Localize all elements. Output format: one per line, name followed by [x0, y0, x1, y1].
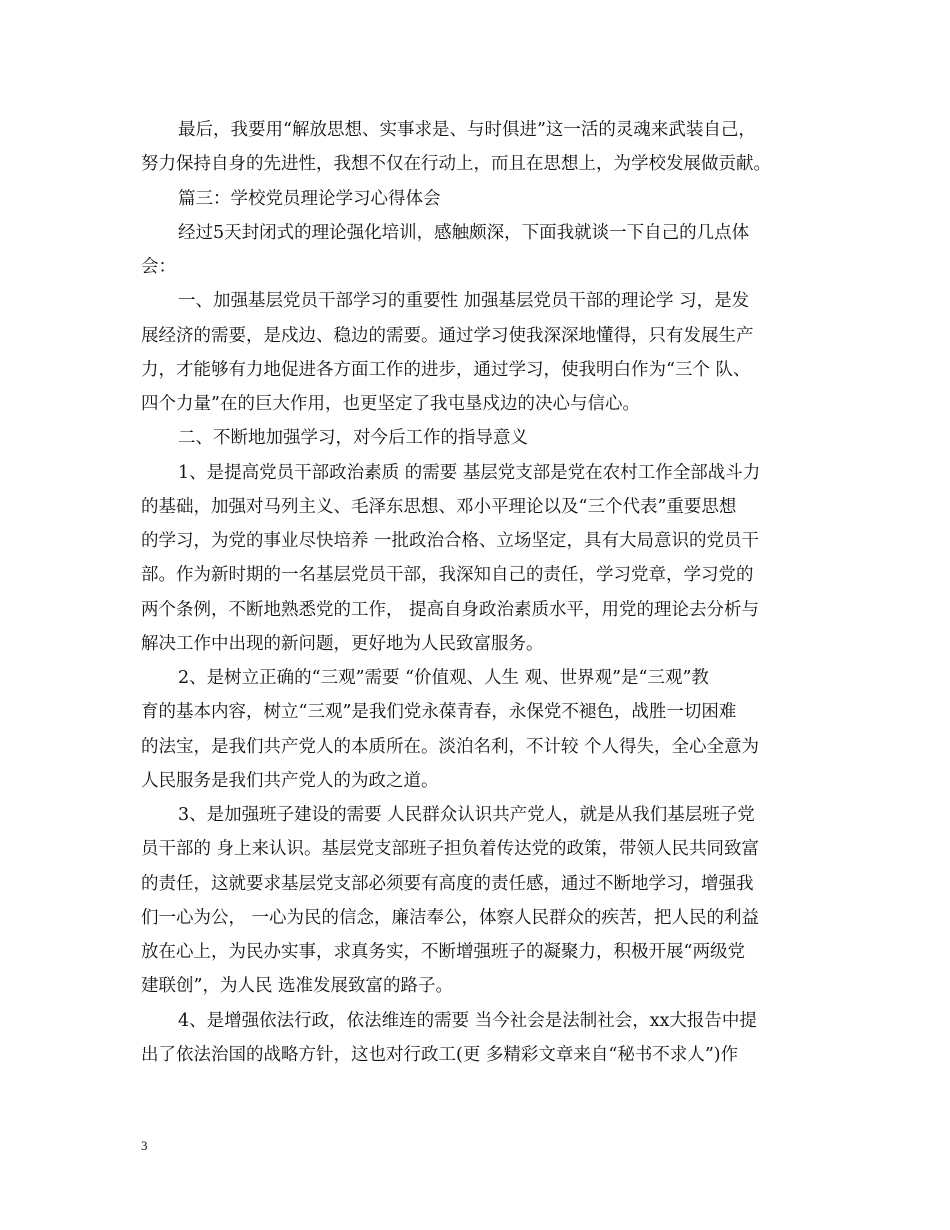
paragraph-line: 最后，我要用“解放思想、实事求是、与时俱进”这一活的灵魂来武装自己， — [178, 120, 756, 140]
paragraph-line: 2、是树立正确的“三观”需要 “价值观、人生 观、世界观”是“三观”教 — [178, 668, 709, 688]
section-heading: 篇三：学校党员理论学习心得体会 — [178, 188, 441, 209]
paragraph-line: 的基础，加强对马列主义、毛泽东思想、邓小平理论以及“三个代表”重要思想 — [141, 496, 737, 517]
paragraph-line: 1、是提高党员干部政治素质 的需要 基层党支部是党在农村工作全部战斗力 — [178, 462, 761, 483]
paragraph-line: 两个条例，不断地熟悉党的工作， 提高自身政治素质水平，用党的理论去分析与 — [141, 599, 760, 620]
paragraph-line: 的学习，为党的事业尽快培养 一批政治合格、立场坚定，具有大局意识的党员干 — [141, 531, 760, 551]
paragraph-line: 人民服务是我们共产党人的为政之道。 — [141, 770, 439, 791]
paragraph-line: 放在心上，为民办实事，求真务实，不断增强班子的凝聚力，积极开展“两级党 — [141, 942, 745, 962]
paragraph-line: 出了依法治国的战略方针，这也对行政工(更 多精彩文章来自“秘书不求人”)作 — [141, 1044, 739, 1065]
paragraph-line: 四个力量”在的巨大作用，也更坚定了我屯垦戍边的决心与信心。 — [141, 394, 640, 414]
paragraph-line: 员干部的 身上来认识。基层党支部班子担负着传达党的政策，带领人民共同致富 — [141, 839, 760, 860]
paragraph-line: 解决工作中出现的新问题，更好地为人民致富服务。 — [141, 633, 544, 654]
document-body — [141, 113, 812, 1072]
paragraph-line: 经过5天封闭式的理论强化培训，感触颇深，下面我就谈一下自己的几点体 — [178, 222, 750, 243]
paragraph-line: 们一心为公， 一心为民的信念，廉洁奉公，体察人民群众的疾苦，把人民的利益 — [141, 907, 760, 928]
paragraph-line: 育的基本内容，树立“三观”是我们党永葆青春，永保党不褪色，战胜一切困难 — [141, 702, 737, 723]
paragraph-line: 一、加强基层党员干部学习的重要性 加强基层党员干部的理论学 习，是发 — [178, 291, 750, 312]
paragraph-line: 会： — [141, 257, 176, 277]
paragraph-line: 的法宝，是我们共产党人的本质所在。淡泊名利，不计较 个人得失，全心全意为 — [141, 736, 760, 757]
paragraph-line: 建联创”，为人民 选准发展致富的路子。 — [141, 976, 454, 997]
page-number: 3 — [141, 1138, 148, 1153]
paragraph-line: 的责任，这就要求基层党支部必须要有高度的责任感，通过不断地学习，增强我 — [141, 873, 754, 894]
paragraph-line: 力，才能够有力地促进各方面工作的进步，通过学习，使我明白作为“三个 队、 — [141, 359, 751, 380]
paragraph-line: 部。作为新时期的一名基层党员干部，我深知自己的责任，学习党章，学习党的 — [141, 565, 754, 586]
subheading-line: 二、不断地加强学习，对今后工作的指导意义 — [178, 428, 528, 449]
paragraph-line: 努力保持自身的先进性，我想不仅在行动上，而且在思想上，为学校发展做贡献。 — [141, 154, 771, 175]
paragraph-line: 展经济的需要，是戍边、稳边的需要。通过学习使我深深地懂得，只有发展生产 — [141, 325, 754, 346]
paragraph-line: 3、是加强班子建设的需要 人民群众认识共产党人，就是从我们基层班子党 — [178, 805, 755, 825]
paragraph-line: 4、是增强依法行政，依法维连的需要 当今社会是法制社会，xx大报告中提 — [178, 1010, 757, 1031]
